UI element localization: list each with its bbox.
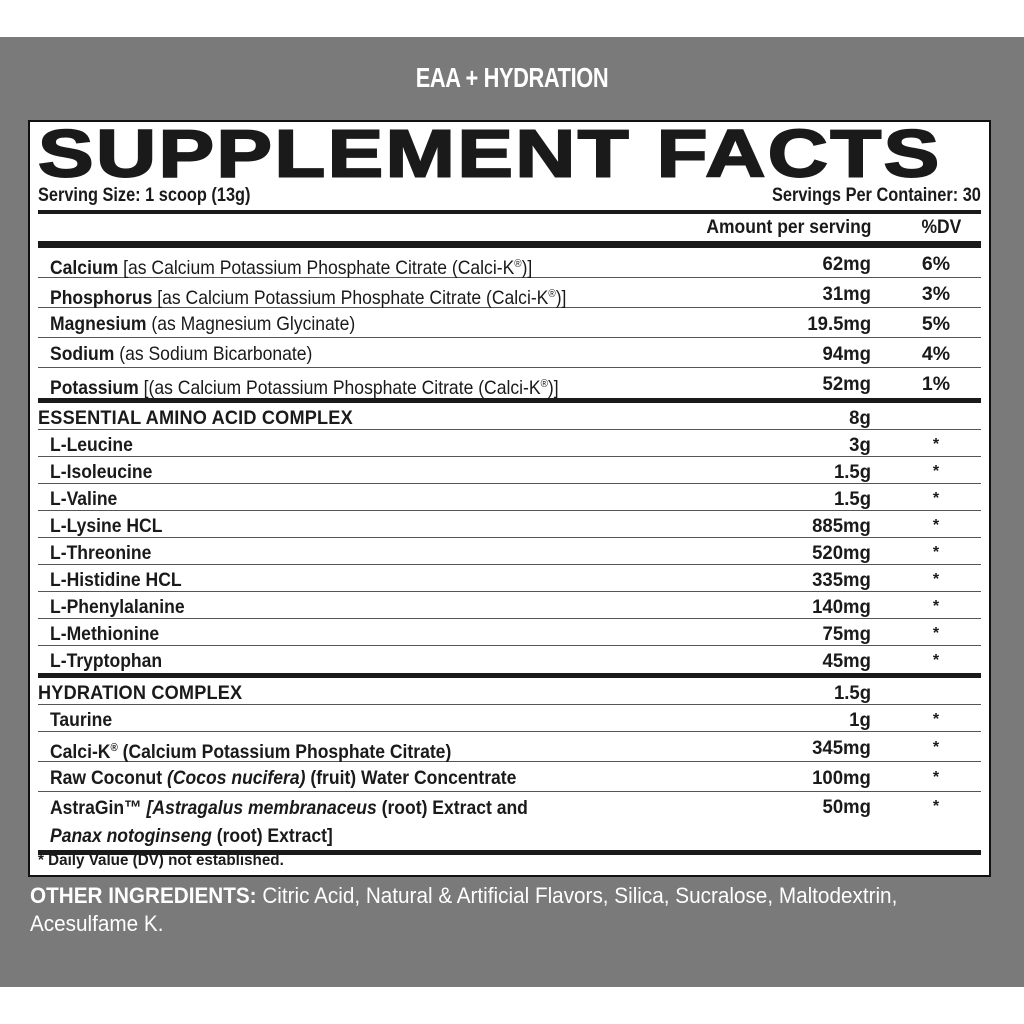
footnote: * Daily Value (DV) not established. (38, 852, 284, 869)
table-row: L-Lysine HCL 885mg * (38, 511, 981, 538)
table-row: Taurine 1g * (38, 705, 981, 732)
nutrient-dv: 5% (921, 313, 951, 335)
table-row: Potassium [(as Calcium Potassium Phosphate Citrate (Calci-K®)] 52mg 1% (38, 368, 981, 398)
nutrient-name: Sodium (50, 343, 115, 365)
nutrient-amount: 62mg (822, 253, 871, 275)
divider (38, 241, 981, 248)
table-row: L-Threonine 520mg * (38, 538, 981, 565)
table-row: AstraGin™ [Astragalus membranaceus (root) Extract and Panax notoginseng (root) Extract] 50mg * (50, 796, 940, 847)
table-row: Sodium (as Sodium Bicarbonate) 94mg 4% (38, 338, 981, 368)
product-name: EAA + HYDRATION (415, 62, 609, 93)
nutrient-amount: 19.5mg (807, 313, 871, 335)
table-row: L-Phenylalanine 140mg * (38, 592, 981, 619)
section-title: ESSENTIAL AMINO ACID COMPLEX (38, 407, 353, 429)
nutrient-dv: 4% (921, 343, 951, 365)
serving-size: Serving Size: 1 scoop (13g) (38, 185, 251, 206)
nutrient-rows (38, 248, 981, 855)
table-row: Phosphorus [as Calcium Potassium Phosphate Citrate (Calci-K®)] 31mg 3% (38, 278, 981, 308)
servings-per-container: Servings Per Container: 30 (772, 185, 981, 206)
table-row: L-Valine 1.5g * (38, 484, 981, 511)
nutrient-amount: 52mg (822, 373, 871, 395)
nutrient-name: Calcium (50, 257, 119, 279)
nutrient-amount: 31mg (822, 283, 871, 305)
column-header-amount: Amount per serving (705, 217, 871, 238)
table-row: L-Methionine 75mg * (38, 619, 981, 646)
nutrient-dv: 6% (921, 253, 951, 275)
nutrient-dv: 1% (921, 373, 951, 395)
other-ingredients (30, 882, 994, 938)
column-header-dv: %DV (921, 217, 961, 238)
table-row: Calcium [as Calcium Potassium Phosphate Citrate (Calci-K®)] 62mg 6% (38, 248, 981, 278)
table-row: Calci-K® (Calcium Potassium Phosphate Citrate) 345mg * (38, 732, 981, 762)
panel-title: SUPPLEMENT FACTS (38, 116, 942, 191)
nutrient-amount: 94mg (822, 343, 871, 365)
supplement-facts-panel (28, 116, 991, 877)
divider (38, 210, 981, 214)
table-row: L-Leucine 3g * (38, 430, 981, 457)
table-row: L-Tryptophan 45mg * (50, 650, 940, 672)
table-row: L-Isoleucine 1.5g * (38, 457, 981, 484)
table-row: Magnesium (as Magnesium Glycinate) 19.5mg 5% (38, 308, 981, 338)
section-amount: 1.5g (833, 682, 871, 704)
other-ingredients-text: Citric Acid, Natural & Artificial Flavors, Silica, Sucralose, Maltodextrin, Acesulfame K. (30, 883, 898, 936)
section-amount: 8g (849, 407, 871, 429)
nutrient-name: Phosphorus (50, 287, 153, 309)
section-header-hydration (38, 678, 981, 705)
section-header-eaa (38, 403, 981, 430)
table-row: Raw Coconut (Cocos nucifera) (fruit) Water Concentrate 100mg * (38, 762, 981, 792)
nutrient-name: Potassium (50, 377, 139, 399)
nutrient-name: Magnesium (50, 313, 147, 335)
other-ingredients-label: OTHER INGREDIENTS: (30, 883, 257, 908)
nutrient-dv: 3% (921, 283, 951, 305)
section-title: HYDRATION COMPLEX (38, 682, 243, 704)
table-row: L-Histidine HCL 335mg * (38, 565, 981, 592)
